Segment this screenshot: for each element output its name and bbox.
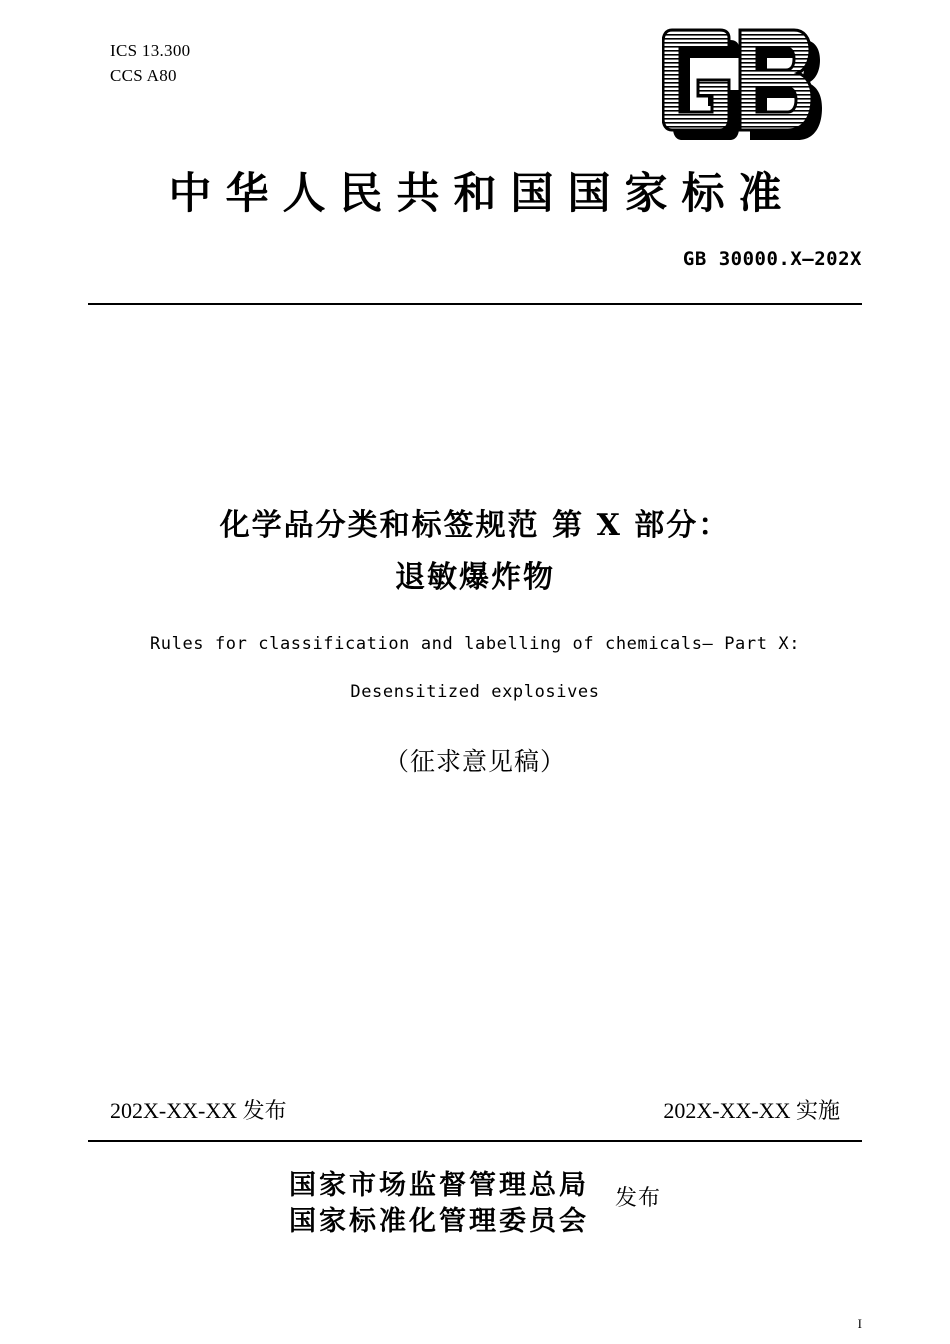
publish-label: 发布 (614, 1184, 661, 1210)
divider-top (88, 303, 862, 305)
document-title-en (0, 620, 950, 716)
ccs-code: CCS A80 (110, 66, 177, 85)
document-title-cn (0, 500, 950, 604)
page-number: I (857, 1316, 862, 1331)
date-row (110, 1094, 840, 1124)
issue-date: 202X-XX-XX 发布 (110, 1098, 287, 1123)
gb-logo-icon (662, 26, 862, 146)
issuer-line-2: 国家标准化管理委员会 (288, 1206, 589, 1237)
document-title-en-line2: Desensitized explosives (350, 682, 600, 702)
issuer-names (289, 1168, 589, 1240)
issuer-line-1: 国家市场监督管理总局 (288, 1170, 589, 1201)
document-title-cn-line1: 化学品分类和标签规范 第 X 部分： (219, 508, 731, 543)
classification-codes (110, 38, 190, 88)
ics-code: ICS 13.300 (110, 41, 191, 60)
draft-status-note: （征求意见稿） (383, 747, 566, 776)
effective-date: 202X-XX-XX 实施 (663, 1098, 840, 1123)
divider-bottom (88, 1140, 862, 1142)
issuer-block (0, 1168, 950, 1240)
standard-number: GB 30000.X—202X (682, 248, 862, 270)
document-title-cn-line2: 退敏爆炸物 (395, 560, 555, 595)
document-title-en-line1: Rules for classification and labelling of chemicals— Part X: (149, 634, 801, 654)
page-title: 中华人民共和国国家标准 (168, 169, 796, 219)
